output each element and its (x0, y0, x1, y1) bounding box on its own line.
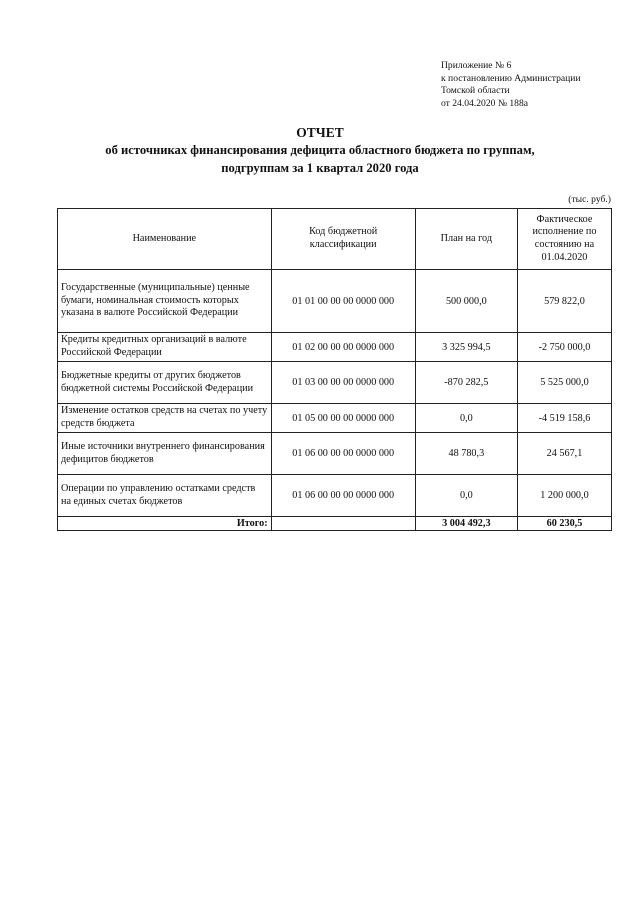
row-name: Бюджетные кредиты от других бюджетов бюджетной системы Российской Федерации (58, 362, 272, 404)
row-fact: 5 525 000,0 (517, 362, 611, 404)
report-title: ОТЧЕТ (296, 125, 344, 140)
row-plan: 0,0 (415, 404, 517, 433)
row-fact: 24 567,1 (517, 433, 611, 475)
total-code-empty (271, 517, 415, 531)
total-plan: 3 004 492,3 (415, 517, 517, 531)
header-plan: План на год (415, 209, 517, 270)
row-code: 01 01 00 00 00 0000 000 (271, 270, 415, 333)
row-code: 01 05 00 00 00 0000 000 (271, 404, 415, 433)
total-row (58, 517, 612, 531)
row-plan: 48 780,3 (415, 433, 517, 475)
row-name: Изменение остатков средств на счетах по учету средств бюджета (58, 404, 272, 433)
report-subtitle-line: об источниках финансирования дефицита областного бюджета по группам, (105, 143, 535, 157)
appendix-line: от 24.04.2020 № 188а (441, 97, 529, 109)
table-row (58, 404, 612, 433)
table-row (58, 475, 612, 517)
table-row (58, 270, 612, 333)
row-plan: 0,0 (415, 475, 517, 517)
row-code: 01 02 00 00 00 0000 000 (271, 333, 415, 362)
row-name: Иные источники внутреннего финансирования дефицитов бюджетов (58, 433, 272, 475)
appendix-line: Томской области (441, 85, 510, 97)
total-fact: 60 230,5 (517, 517, 611, 531)
table-row (58, 362, 612, 404)
row-fact: -2 750 000,0 (517, 333, 611, 362)
table-header-row (58, 209, 612, 270)
row-code: 01 06 00 00 00 0000 000 (271, 475, 415, 517)
header-code: Код бюджетной классификации (271, 209, 415, 270)
financing-sources-table (57, 208, 612, 531)
total-label: Итого: (58, 517, 272, 531)
appendix-note (441, 60, 631, 110)
report-subtitle-line: подгруппам за 1 квартал 2020 года (221, 161, 419, 175)
row-plan: -870 282,5 (415, 362, 517, 404)
units-note: (тыс. руб.) (568, 194, 611, 205)
report-heading (0, 124, 640, 177)
appendix-line: к постановлению Администрации (441, 72, 581, 84)
row-name: Операции по управлению остатками средств на единых счетах бюджетов (58, 475, 272, 517)
row-plan: 3 325 994,5 (415, 333, 517, 362)
row-fact: 579 822,0 (517, 270, 611, 333)
row-plan: 500 000,0 (415, 270, 517, 333)
header-name: Наименование (58, 209, 272, 270)
row-code: 01 06 00 00 00 0000 000 (271, 433, 415, 475)
row-code: 01 03 00 00 00 0000 000 (271, 362, 415, 404)
table-row (58, 433, 612, 475)
table-row (58, 333, 612, 362)
row-fact: 1 200 000,0 (517, 475, 611, 517)
row-name: Государственные (муниципальные) ценные бумаги, номинальная стоимость которых указана в валюте Российской Федерации (58, 270, 272, 333)
header-fact: Фактическое исполнение по состоянию на 01.04.2020 (517, 209, 611, 270)
row-fact: -4 519 158,6 (517, 404, 611, 433)
appendix-line: Приложение № 6 (441, 60, 512, 71)
row-name: Кредиты кредитных организаций в валюте Российской Федерации (58, 333, 272, 362)
